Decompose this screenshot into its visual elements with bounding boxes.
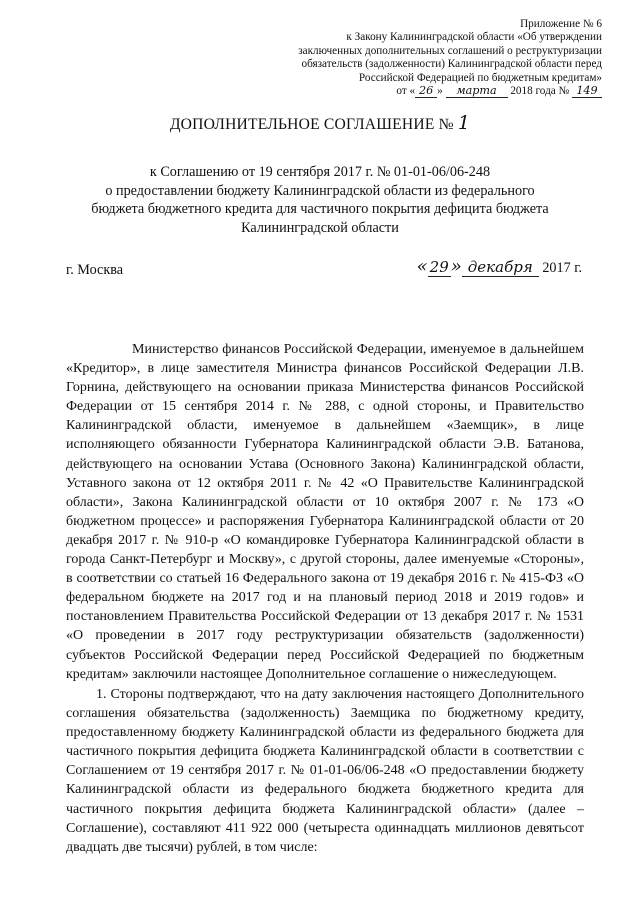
- appendix-header: [242, 18, 602, 98]
- subtitle-line: Калининградской области: [241, 219, 399, 236]
- appendix-line: Российской Федерацией по бюджетным кредитам»: [358, 71, 602, 84]
- date-close-quote: »: [450, 256, 462, 277]
- title-text: ДОПОЛНИТЕЛЬНОЕ СОГЛАШЕНИЕ №: [169, 116, 454, 133]
- date-day: 29: [429, 258, 449, 276]
- appendix-line: Приложение № 6: [520, 18, 602, 30]
- date-year: 2017 г.: [542, 260, 582, 276]
- law-date-prefix: от «: [396, 85, 416, 98]
- law-date-month: марта: [446, 85, 508, 98]
- date-month: декабря: [462, 258, 539, 277]
- law-date-day: 26: [415, 85, 437, 98]
- paragraph-preamble: Министерство финансов Российской Федерации, именуемое в дальнейшем «Кредитор», в лице заместителя Министра финансов Российской Федерации Л.В. Горнина, действующего на основании приказа Министерства финансов Российской Федерации от 15 сентября 2014 г. № 288, с одной стороны, и Правительство Калининградской области, именуемое в дальнейшем «Заемщик», в лице исполняющего обязанности Губернатора Калининградской области Э.В. Батанова, действующего на основании Устава (Основного Закона) Калининградской области, Уставного закона от 12 октября 2011 г. № 42 «О Правительстве Калининградской области», Закона Калининградской области от 10 октября 2007 г. № 173 «О бюджетном процессе» и распоряжения Губернатора Калининградской области от 20 декабря 2017 г. № 910-р «О командировке Губернатора Калининградской области в города Санкт-Петербург и Москву», с другой стороны, далее именуемые «Стороны», в соответствии со статьей 16 Федерального закона от 19 декабря 2016 г. № 415-ФЗ «О федеральном бюджете на 2017 год и на плановый период 2018 и 2019 годов» и постановлением Правительства Российской Федерации от 13 декабря 2017 г. № 1531 «О проведении в 2017 году реструктуризации обязательств (задолженности) субъектов Российской Федерации перед Российской Федерацией по бюджетным кредитам» заключили настоящее Дополнительное соглашение о нижеследующем.: [66, 342, 584, 682]
- date-open-quote: «: [416, 256, 428, 277]
- city-label: г. Москва: [66, 262, 124, 278]
- document-subtitle: [60, 163, 580, 237]
- appendix-line: заключенных дополнительных соглашений о реструктуризации: [298, 44, 602, 57]
- appendix-line: к Закону Калининградской области «Об утверждении: [346, 31, 602, 44]
- subtitle-line: к Соглашению от 19 сентября 2017 г. № 01-01-06/06-248: [149, 164, 491, 180]
- agreement-date: [417, 256, 582, 277]
- law-date-year: 2018 года №: [510, 85, 570, 98]
- document-title: [0, 112, 640, 134]
- title-number: 1: [457, 112, 471, 134]
- paragraph-clause-1: 1. Стороны подтверждают, что на дату заключения настоящего Дополнительного соглашения обязательства (задолженность) Заемщика по бюджетному кредиту, предоставленному бюджету Калининградской области из федерального бюджета для частичного покрытия дефицита бюджета Калининградской области в соответствии с Соглашением от 19 сентября 2017 г. № 01-01-06/06-248 «О предоставлении бюджету Калининградской области из федерального бюджета бюджетного кредита для частичного покрытия дефицита бюджета Калининградской области» (далее – Соглашение), составляют 411 922 000 (четыреста одиннадцать миллионов девятьсот двадцать две тысячи) рублей, в том числе:: [66, 687, 584, 855]
- law-date-mid: »: [437, 85, 443, 98]
- subtitle-line: бюджета бюджетного кредита для частичного покрытия дефицита бюджета: [91, 201, 549, 218]
- subtitle-line: о предоставлении бюджету Калининградской области из федерального: [105, 182, 535, 199]
- law-number: 149: [572, 85, 602, 98]
- appendix-line: обязательств (задолженности) Калининградской области перед: [301, 58, 602, 71]
- law-date-line: [242, 85, 602, 98]
